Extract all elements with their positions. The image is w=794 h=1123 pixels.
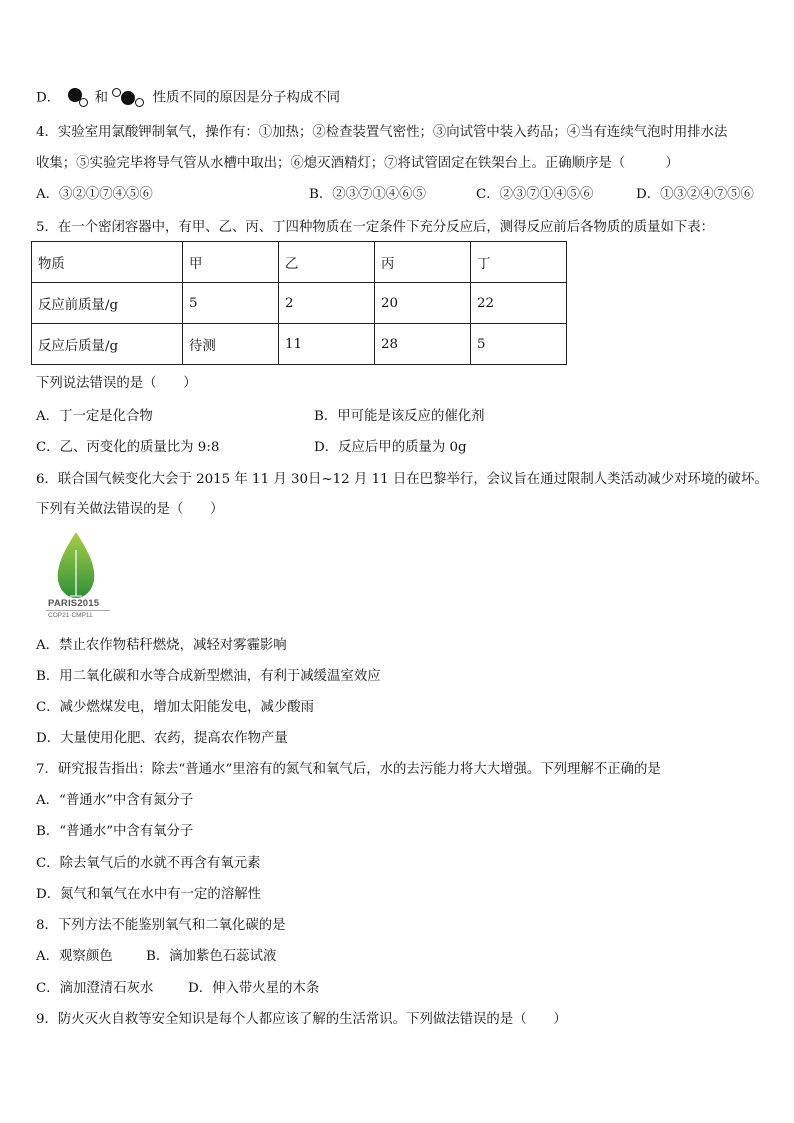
q9-stem: 9．防火灭火自救等安全知识是每个人都应该了解的生活常识。下列做法错误的是（ ） (36, 1012, 567, 1027)
q5-option-b: B．甲可能是该反应的催化剂 (314, 409, 485, 424)
logo-divider (46, 610, 110, 611)
q6-option-d: D．大量使用化肥、农药，提高农作物产量 (36, 731, 288, 746)
table-cell: 5 (183, 283, 279, 324)
q5-stem: 5．在一个密闭容器中，有甲、乙、丙、丁四种物质在一定条件下充分反应后，测得反应前后各物质的质量如下表： (36, 220, 715, 235)
q4-stem-line2: 收集；⑤实验完毕将导气管从水槽中取出；⑥熄灭酒精灯；⑦将试管固定在铁架台上。正确顺序是（ ） (36, 156, 679, 171)
q4-stem-line1: 4．实验室用氯酸钾制氧气，操作有：①加热；②检查装置气密性；③向试管中装入药品；④当有连续气泡时用排水法 (36, 125, 728, 140)
table-header-row (32, 242, 567, 283)
molecule-2-icon (112, 88, 148, 108)
q6-option-a: A．禁止农作物秸秆燃烧，减轻对雾霾影响 (36, 638, 287, 653)
q8-option-a: A．观察颜色 (36, 949, 113, 964)
table-cell: 待测 (183, 324, 279, 365)
table-cell: 22 (471, 283, 567, 324)
q7-option-d: D．氮气和氧气在水中有一定的溶解性 (36, 887, 261, 902)
q4-option-c: C．②③⑦①④⑤⑥ (476, 187, 594, 202)
molecule-1-icon (64, 88, 90, 108)
table-cell: 丁 (471, 242, 567, 283)
logo-text-paris: PARIS2015 (48, 598, 100, 609)
mass-table (31, 241, 567, 365)
q8-option-b: B．滴加紫色石蕊试液 (146, 949, 277, 964)
q7-option-c: C．除去氧气后的水就不再含有氧元素 (36, 856, 261, 871)
q6-option-c: C．减少燃煤发电，增加太阳能发电，减少酸雨 (36, 700, 315, 715)
q5-option-d: D．反应后甲的质量为 0g (314, 440, 467, 455)
table-cell: 丙 (375, 242, 471, 283)
table-cell: 28 (375, 324, 471, 365)
q3-option-d (36, 88, 340, 108)
table-cell: 甲 (183, 242, 279, 283)
q6-stem-line1: 6．联合国气候变化大会于 2015 年 11 月 30日~12 月 11 日在巴黎举行，会议旨在通过限制人类活动减少对环境的破坏。 (36, 472, 768, 487)
q6-option-b: B．用二氧化碳和水等合成新型燃油，有利于减缓温室效应 (36, 669, 381, 684)
q5-option-a: A．丁一定是化合物 (36, 409, 153, 424)
q6-stem-line2: 下列有关做法错误的是（ ） (36, 502, 224, 517)
table-cell: 11 (279, 324, 375, 365)
table-row (32, 324, 567, 365)
table-row (32, 283, 567, 324)
q4-option-d: D．①③②④⑦⑤⑥ (636, 187, 754, 202)
q3-and: 和 (94, 90, 109, 106)
q8-option-d: D．伸入带火星的木条 (188, 981, 320, 996)
q7-option-b: B．“普通水”中含有氧分子 (36, 824, 194, 839)
table-cell: 2 (279, 283, 375, 324)
q8-stem: 8．下列方法不能鉴别氧气和二氧化碳的是 (36, 918, 286, 933)
table-cell: 反应后质量/g (32, 324, 183, 365)
logo-text-cop: COP21·CMP11 (48, 612, 93, 619)
table-cell: 5 (471, 324, 567, 365)
q7-option-a: A．“普通水”中含有氮分子 (36, 793, 194, 808)
q3-option-d-text: 性质不同的原因是分子构成不同 (152, 90, 341, 106)
q4-option-b: B．②③⑦①④⑥⑤ (309, 187, 426, 202)
table-cell: 物质 (32, 242, 183, 283)
q7-stem: 7．研究报告指出：除去“普通水”里溶有的氮气和氧气后，水的去污能力将大大增强。下列理解不正确的是 (36, 762, 661, 777)
q8-option-c: C．滴加澄清石灰水 (36, 981, 154, 996)
q3-option-d-prefix: D． (36, 90, 61, 106)
paris2015-logo (46, 530, 110, 626)
table-cell: 反应前质量/g (32, 283, 183, 324)
q5-question: 下列说法错误的是（ ） (36, 376, 197, 391)
q4-option-a: A．③②①⑦④⑤⑥ (36, 187, 153, 202)
table-cell: 乙 (279, 242, 375, 283)
table-cell: 20 (375, 283, 471, 324)
q5-option-c: C．乙、丙变化的质量比为 9:8 (36, 440, 220, 455)
